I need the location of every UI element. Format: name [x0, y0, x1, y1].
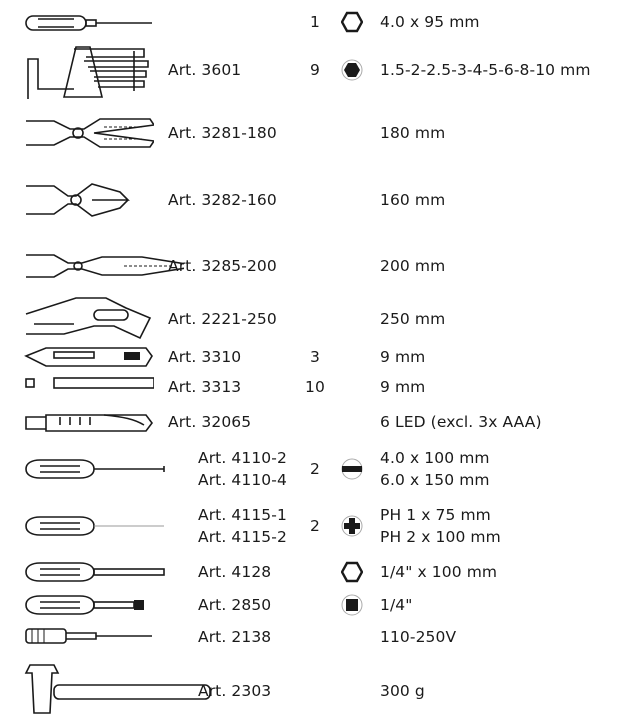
bit-holder-icon	[24, 594, 174, 620]
article-number: Art. 3310	[168, 348, 242, 366]
specification: 1/4"	[380, 596, 413, 614]
hex-key-set-icon	[24, 39, 154, 105]
specification: 180 mm	[380, 124, 446, 142]
screwdriver-small-icon	[24, 11, 154, 39]
specification: 9 mm	[380, 348, 426, 366]
cutter-knife-icon	[24, 346, 154, 372]
specification: 300 g	[380, 682, 425, 700]
specification: PH 1 x 75 mm	[380, 506, 491, 524]
phillips-icon	[341, 515, 363, 537]
specification: 160 mm	[380, 191, 446, 209]
article-number: Art. 4115-2	[198, 528, 287, 546]
article-number: Art. 2221-250	[168, 310, 277, 328]
article-number: Art. 3601	[168, 61, 242, 79]
quantity: 9	[310, 61, 320, 79]
water-pump-pliers-icon	[24, 294, 154, 348]
article-number: Art. 3285-200	[168, 257, 277, 275]
article-number: Art. 4110-4	[198, 471, 287, 489]
specification: 6.0 x 150 mm	[380, 471, 490, 489]
specification: 250 mm	[380, 310, 446, 328]
quantity: 3	[310, 348, 320, 366]
hex-outline-icon	[341, 11, 363, 33]
combination-pliers-icon	[24, 113, 154, 157]
quantity: 2	[310, 517, 320, 535]
spare-blades-icon	[24, 376, 154, 396]
hammer-icon	[24, 661, 214, 725]
quantity: 1	[310, 13, 320, 31]
specification: 9 mm	[380, 378, 426, 396]
article-number: Art. 2303	[198, 682, 272, 700]
article-number: Art. 2138	[198, 628, 272, 646]
article-number: Art. 4110-2	[198, 449, 287, 467]
hex-outline-icon	[341, 561, 363, 583]
article-number: Art. 32065	[168, 413, 252, 431]
specification: 200 mm	[380, 257, 446, 275]
hex-filled-icon	[341, 59, 363, 81]
specification: 6 LED (excl. 3x AAA)	[380, 413, 542, 431]
specification: PH 2 x 100 mm	[380, 528, 501, 546]
article-number: Art. 3313	[168, 378, 242, 396]
article-number: Art. 2850	[198, 596, 272, 614]
long-nose-pliers-icon	[24, 249, 184, 287]
voltage-tester-icon	[24, 626, 154, 650]
article-number: Art. 3282-160	[168, 191, 277, 209]
slot-icon	[341, 458, 363, 480]
quantity: 10	[305, 378, 325, 396]
led-torch-icon	[24, 411, 154, 439]
article-number: Art. 3281-180	[168, 124, 277, 142]
nut-driver-icon	[24, 561, 174, 587]
phillips-screwdriver-icon	[24, 515, 174, 541]
specification: 1/4" x 100 mm	[380, 563, 498, 581]
slotted-screwdriver-icon	[24, 458, 174, 484]
specification: 1.5-2-2.5-3-4-5-6-8-10 mm	[380, 61, 591, 79]
quantity: 2	[310, 460, 320, 478]
specification: 110-250V	[380, 628, 457, 646]
article-number: Art. 4115-1	[198, 506, 287, 524]
side-cutter-icon	[24, 180, 154, 224]
article-number: Art. 4128	[198, 563, 272, 581]
specification: 4.0 x 95 mm	[380, 13, 480, 31]
square-icon	[341, 594, 363, 616]
specification: 4.0 x 100 mm	[380, 449, 490, 467]
